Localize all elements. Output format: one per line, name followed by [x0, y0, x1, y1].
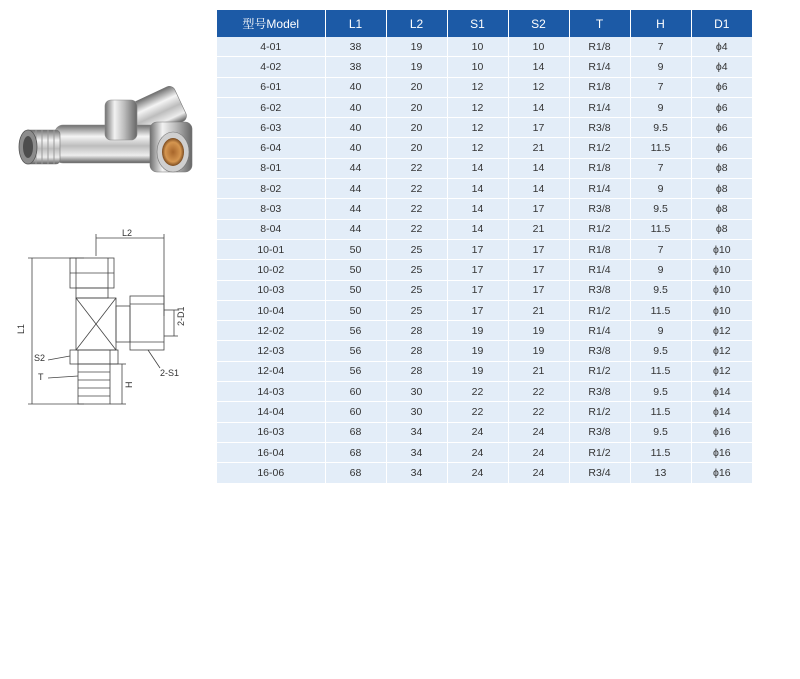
cell-d1: ϕ6	[691, 118, 752, 138]
cell-s1: 24	[447, 442, 508, 462]
cell-model: 12-04	[217, 361, 325, 381]
cell-l2: 20	[386, 77, 447, 97]
table-row	[217, 138, 752, 158]
l1-label: L1	[16, 323, 26, 334]
cell-t: R1/2	[569, 300, 630, 320]
s2-label: S2	[34, 353, 46, 363]
cell-s2: 24	[508, 422, 569, 442]
cell-d1: ϕ10	[691, 260, 752, 280]
cell-t: R3/4	[569, 463, 630, 483]
cell-s1: 22	[447, 402, 508, 422]
cell-s1: 10	[447, 37, 508, 57]
table-row	[217, 442, 752, 462]
table-body	[217, 37, 752, 483]
cell-h: 7	[630, 239, 691, 259]
cell-s2: 21	[508, 219, 569, 239]
cell-d1: ϕ16	[691, 463, 752, 483]
cell-h: 7	[630, 158, 691, 178]
cell-model: 6-04	[217, 138, 325, 158]
cell-l1: 40	[325, 118, 386, 138]
cell-t: R1/2	[569, 402, 630, 422]
cell-s1: 24	[447, 463, 508, 483]
cell-l2: 20	[386, 97, 447, 117]
cell-t: R3/8	[569, 341, 630, 361]
cell-s2: 22	[508, 402, 569, 422]
cell-h: 9.5	[630, 382, 691, 402]
cell-t: R1/8	[569, 77, 630, 97]
cell-d1: ϕ12	[691, 321, 752, 341]
header-s2: S2	[508, 10, 569, 37]
cell-h: 11.5	[630, 361, 691, 381]
cell-s1: 17	[447, 239, 508, 259]
cell-t: R3/8	[569, 280, 630, 300]
cell-s1: 12	[447, 97, 508, 117]
cell-l1: 60	[325, 402, 386, 422]
cell-t: R1/8	[569, 37, 630, 57]
cell-d1: ϕ12	[691, 361, 752, 381]
cell-s1: 12	[447, 138, 508, 158]
cell-h: 11.5	[630, 442, 691, 462]
cell-t: R1/2	[569, 442, 630, 462]
table-row	[217, 37, 752, 57]
header-h: H	[630, 10, 691, 37]
d1-label: 2-D1	[176, 306, 186, 326]
cell-l1: 40	[325, 138, 386, 158]
cell-h: 9	[630, 321, 691, 341]
cell-s1: 12	[447, 77, 508, 97]
cell-model: 8-03	[217, 199, 325, 219]
cell-h: 7	[630, 77, 691, 97]
cell-model: 8-01	[217, 158, 325, 178]
cell-s1: 14	[447, 158, 508, 178]
cell-model: 4-02	[217, 57, 325, 77]
h-label: H	[124, 381, 134, 388]
header-d1: D1	[691, 10, 752, 37]
cell-h: 9	[630, 260, 691, 280]
cell-t: R1/4	[569, 97, 630, 117]
cell-s1: 24	[447, 422, 508, 442]
cell-h: 11.5	[630, 219, 691, 239]
cell-t: R3/8	[569, 422, 630, 442]
cell-l2: 34	[386, 463, 447, 483]
cell-l1: 44	[325, 179, 386, 199]
table-row	[217, 402, 752, 422]
spec-table	[217, 10, 752, 484]
cell-s1: 12	[447, 118, 508, 138]
cell-l1: 44	[325, 199, 386, 219]
table-row	[217, 239, 752, 259]
cell-s1: 17	[447, 280, 508, 300]
cell-l2: 28	[386, 361, 447, 381]
table-row	[217, 97, 752, 117]
cell-h: 9.5	[630, 199, 691, 219]
cell-d1: ϕ10	[691, 280, 752, 300]
table-row	[217, 260, 752, 280]
cell-l1: 50	[325, 260, 386, 280]
cell-s1: 14	[447, 219, 508, 239]
cell-t: R1/4	[569, 260, 630, 280]
cell-l1: 40	[325, 97, 386, 117]
cell-l2: 22	[386, 158, 447, 178]
cell-l1: 68	[325, 463, 386, 483]
cell-model: 12-03	[217, 341, 325, 361]
cell-t: R1/8	[569, 158, 630, 178]
cell-s2: 21	[508, 138, 569, 158]
cell-l1: 60	[325, 382, 386, 402]
cell-model: 4-01	[217, 37, 325, 57]
cell-l1: 50	[325, 280, 386, 300]
table-row	[217, 179, 752, 199]
cell-model: 8-04	[217, 219, 325, 239]
cell-s1: 22	[447, 382, 508, 402]
cell-l1: 44	[325, 158, 386, 178]
cell-h: 11.5	[630, 300, 691, 320]
cell-s2: 14	[508, 57, 569, 77]
table-row	[217, 199, 752, 219]
table-row	[217, 77, 752, 97]
cell-d1: ϕ4	[691, 37, 752, 57]
cell-l2: 34	[386, 442, 447, 462]
cell-d1: ϕ8	[691, 179, 752, 199]
cell-t: R1/8	[569, 239, 630, 259]
cell-s2: 17	[508, 118, 569, 138]
cell-d1: ϕ6	[691, 138, 752, 158]
cell-s2: 17	[508, 260, 569, 280]
cell-model: 14-03	[217, 382, 325, 402]
cell-l1: 56	[325, 361, 386, 381]
cell-d1: ϕ6	[691, 97, 752, 117]
header-l2: L2	[386, 10, 447, 37]
cell-s2: 19	[508, 341, 569, 361]
cell-s2: 12	[508, 77, 569, 97]
cell-d1: ϕ16	[691, 442, 752, 462]
cell-s1: 17	[447, 300, 508, 320]
cell-s2: 21	[508, 300, 569, 320]
cell-s1: 19	[447, 361, 508, 381]
cell-model: 10-04	[217, 300, 325, 320]
cell-d1: ϕ12	[691, 341, 752, 361]
cell-d1: ϕ8	[691, 199, 752, 219]
cell-l1: 68	[325, 422, 386, 442]
cell-d1: ϕ8	[691, 158, 752, 178]
table-row	[217, 57, 752, 77]
cell-h: 9.5	[630, 118, 691, 138]
table-row	[217, 361, 752, 381]
cell-l1: 50	[325, 239, 386, 259]
cell-s2: 24	[508, 442, 569, 462]
cell-s2: 14	[508, 97, 569, 117]
cell-l2: 25	[386, 280, 447, 300]
cell-t: R1/2	[569, 138, 630, 158]
cell-s2: 17	[508, 239, 569, 259]
cell-l2: 30	[386, 402, 447, 422]
cell-l1: 40	[325, 77, 386, 97]
cell-model: 14-04	[217, 402, 325, 422]
cell-l1: 38	[325, 57, 386, 77]
cell-l2: 25	[386, 300, 447, 320]
cell-l1: 68	[325, 442, 386, 462]
cell-s2: 17	[508, 280, 569, 300]
cell-t: R3/8	[569, 382, 630, 402]
cell-t: R1/2	[569, 219, 630, 239]
cell-s2: 21	[508, 361, 569, 381]
header-model: 型号Model	[217, 10, 325, 37]
cell-model: 6-01	[217, 77, 325, 97]
cell-model: 16-06	[217, 463, 325, 483]
t-label: T	[38, 372, 44, 382]
cell-h: 9	[630, 179, 691, 199]
cell-h: 9.5	[630, 280, 691, 300]
cell-h: 9	[630, 97, 691, 117]
cell-l2: 20	[386, 118, 447, 138]
cell-d1: ϕ4	[691, 57, 752, 77]
cell-d1: ϕ10	[691, 239, 752, 259]
cell-model: 16-04	[217, 442, 325, 462]
cell-t: R3/8	[569, 118, 630, 138]
cell-model: 16-03	[217, 422, 325, 442]
cell-model: 10-03	[217, 280, 325, 300]
cell-d1: ϕ16	[691, 422, 752, 442]
cell-l2: 34	[386, 422, 447, 442]
table-row	[217, 300, 752, 320]
cell-s1: 14	[447, 179, 508, 199]
cell-d1: ϕ14	[691, 382, 752, 402]
cell-t: R1/4	[569, 321, 630, 341]
cell-d1: ϕ10	[691, 300, 752, 320]
table-row	[217, 158, 752, 178]
cell-d1: ϕ6	[691, 77, 752, 97]
cell-l2: 28	[386, 341, 447, 361]
cell-l2: 25	[386, 239, 447, 259]
header-s1: S1	[447, 10, 508, 37]
cell-h: 9.5	[630, 422, 691, 442]
table-header-row	[217, 10, 752, 37]
cell-l1: 50	[325, 300, 386, 320]
cell-l2: 25	[386, 260, 447, 280]
s1-label: 2-S1	[160, 368, 180, 378]
table-row	[217, 219, 752, 239]
cell-d1: ϕ8	[691, 219, 752, 239]
cell-model: 12-02	[217, 321, 325, 341]
cell-l1: 38	[325, 37, 386, 57]
table-row	[217, 382, 752, 402]
header-l1: L1	[325, 10, 386, 37]
cell-h: 9	[630, 57, 691, 77]
cell-l2: 22	[386, 199, 447, 219]
header-t: T	[569, 10, 630, 37]
cell-s2: 24	[508, 463, 569, 483]
cell-model: 10-01	[217, 239, 325, 259]
cell-s1: 17	[447, 260, 508, 280]
cell-s2: 17	[508, 199, 569, 219]
cell-h: 13	[630, 463, 691, 483]
cell-model: 6-03	[217, 118, 325, 138]
cell-l2: 22	[386, 219, 447, 239]
table-row	[217, 341, 752, 361]
cell-l2: 19	[386, 37, 447, 57]
cell-t: R1/2	[569, 361, 630, 381]
cell-s1: 19	[447, 321, 508, 341]
l2-label: L2	[122, 228, 133, 238]
cell-t: R3/8	[569, 199, 630, 219]
cell-s2: 10	[508, 37, 569, 57]
cell-l2: 22	[386, 179, 447, 199]
table-row	[217, 463, 752, 483]
cell-s1: 14	[447, 199, 508, 219]
dimension-drawing	[14, 226, 210, 416]
cell-l2: 19	[386, 57, 447, 77]
cell-model: 6-02	[217, 97, 325, 117]
cell-s2: 14	[508, 179, 569, 199]
product-photo	[10, 80, 210, 200]
table-row	[217, 118, 752, 138]
cell-l2: 28	[386, 321, 447, 341]
cell-h: 11.5	[630, 402, 691, 422]
cell-h: 9.5	[630, 341, 691, 361]
cell-s2: 19	[508, 321, 569, 341]
cell-s1: 10	[447, 57, 508, 77]
table-row	[217, 280, 752, 300]
table-row	[217, 422, 752, 442]
cell-model: 8-02	[217, 179, 325, 199]
cell-h: 7	[630, 37, 691, 57]
cell-l1: 56	[325, 341, 386, 361]
cell-s2: 14	[508, 158, 569, 178]
cell-l2: 30	[386, 382, 447, 402]
cell-l2: 20	[386, 138, 447, 158]
cell-t: R1/4	[569, 57, 630, 77]
cell-s2: 22	[508, 382, 569, 402]
table-row	[217, 321, 752, 341]
cell-l1: 56	[325, 321, 386, 341]
cell-d1: ϕ14	[691, 402, 752, 422]
cell-t: R1/4	[569, 179, 630, 199]
cell-h: 11.5	[630, 138, 691, 158]
cell-l1: 44	[325, 219, 386, 239]
cell-s1: 19	[447, 341, 508, 361]
cell-model: 10-02	[217, 260, 325, 280]
